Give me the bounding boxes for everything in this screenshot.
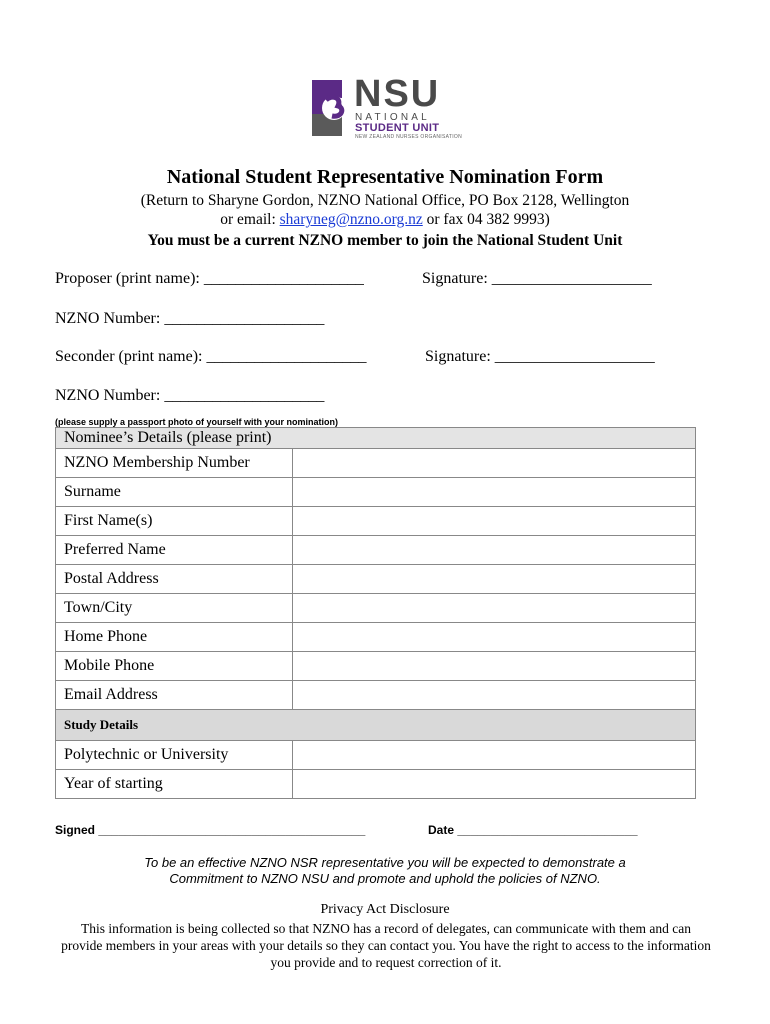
row-label: Polytechnic or University (56, 741, 293, 770)
logo-nzno: NEW ZEALAND NURSES ORGANISATION (355, 134, 462, 140)
photo-note: (please supply a passport photo of yourself with your nomination) (55, 417, 339, 427)
seconder-name-field[interactable]: Seconder (print name): ____________________ (55, 348, 367, 365)
fax-text: or fax 04 382 9993) (422, 211, 550, 228)
table-row (56, 652, 696, 681)
table-row (56, 507, 696, 536)
table-row (56, 565, 696, 594)
statement-line-2: Commitment to NZNO NSU and promote and uphold the policies of NZNO. (169, 871, 601, 886)
institution-input[interactable] (293, 741, 696, 770)
table-row (56, 449, 696, 478)
seconder-signature-field[interactable]: Signature: ____________________ (425, 348, 655, 365)
home-phone-input[interactable] (293, 623, 696, 652)
nsu-logo (312, 73, 464, 140)
row-label: Year of starting (56, 770, 293, 799)
seconder-nzno-field[interactable]: NZNO Number: ____________________ (55, 387, 325, 404)
proposer-name-field[interactable]: Proposer (print name): ____________________ (55, 270, 364, 287)
town-city-input[interactable] (293, 594, 696, 623)
year-starting-input[interactable] (293, 770, 696, 799)
proposer-signature-field[interactable]: Signature: ____________________ (422, 270, 652, 287)
contact-line (0, 211, 770, 229)
nominee-details-table (55, 427, 696, 799)
row-label: Postal Address (56, 565, 293, 594)
table-row (56, 741, 696, 770)
date-field[interactable]: Date ___________________________ (428, 823, 638, 837)
row-label: Email Address (56, 681, 293, 710)
table-row (56, 770, 696, 799)
row-label: Preferred Name (56, 536, 293, 565)
membership-number-input[interactable] (293, 449, 696, 478)
nsu-logo-mark-icon (312, 78, 356, 138)
postal-address-input[interactable] (293, 565, 696, 594)
proposer-nzno-field[interactable]: NZNO Number: ____________________ (55, 310, 325, 327)
first-name-input[interactable] (293, 507, 696, 536)
preferred-name-input[interactable] (293, 536, 696, 565)
row-label: First Name(s) (56, 507, 293, 536)
nominee-details-header: Nominee’s Details (please print) (56, 428, 696, 449)
email-address-input[interactable] (293, 681, 696, 710)
table-row (56, 623, 696, 652)
signed-field[interactable]: Signed ________________________________________ (55, 823, 366, 837)
mobile-phone-input[interactable] (293, 652, 696, 681)
row-label: Home Phone (56, 623, 293, 652)
logo-wordmark: NSU (354, 73, 441, 115)
membership-requirement: You must be a current NZNO member to join the National Student Unit (147, 232, 623, 249)
email-prefix: or email: (220, 211, 280, 228)
surname-input[interactable] (293, 478, 696, 507)
privacy-title: Privacy Act Disclosure (320, 902, 450, 917)
table-row (56, 536, 696, 565)
page-title: National Student Representative Nomination Form (166, 166, 604, 188)
table-row (56, 478, 696, 507)
row-label: Surname (56, 478, 293, 507)
row-label: Mobile Phone (56, 652, 293, 681)
row-label: Town/City (56, 594, 293, 623)
return-address: (Return to Sharyne Gordon, NZNO National Office, PO Box 2128, Wellington (140, 192, 630, 209)
table-row (56, 594, 696, 623)
table-row (56, 681, 696, 710)
privacy-text: This information is being collected so that NZNO has a record of delegates, can communicate with them and can provide members in your areas with your details so they can contact you. You have the right to access to the information you provide and to request correction of it. (61, 921, 711, 970)
row-label: NZNO Membership Number (56, 449, 293, 478)
logo-student-unit: STUDENT UNIT (355, 122, 440, 134)
statement-line-1: To be an effective NZNO NSR representative you will be expected to demonstrate a (144, 855, 626, 870)
email-link[interactable]: sharyneg@nzno.org.nz (279, 211, 423, 228)
study-details-header: Study Details (56, 710, 696, 741)
logo-national: NATIONAL (355, 112, 430, 123)
